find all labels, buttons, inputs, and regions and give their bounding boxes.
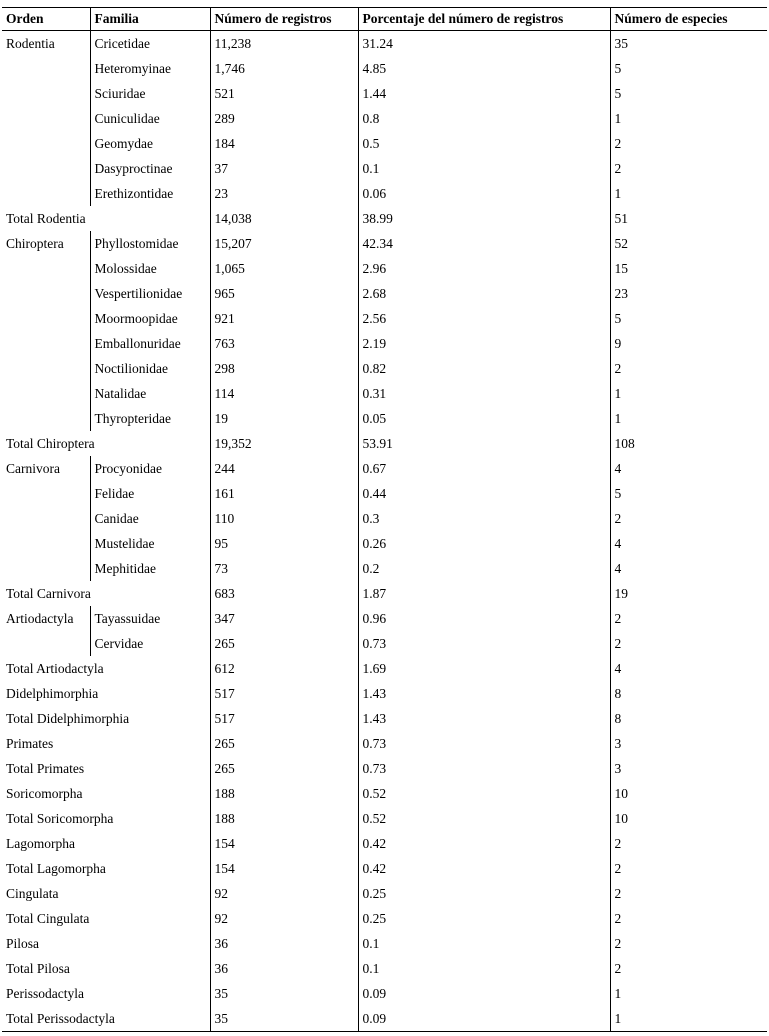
cell-especies: 2 [610, 956, 767, 981]
cell-orden: Total Primates [6, 760, 85, 776]
cell-orden: Total Artiodactyla [6, 660, 104, 676]
cell-porcentaje: 0.73 [358, 731, 610, 756]
cell-especies: 4 [610, 456, 767, 481]
cell-porcentaje: 0.09 [358, 981, 610, 1006]
table-row [2, 256, 767, 281]
cell-orden: Total Didelphimorphia [6, 710, 130, 726]
cell-porcentaje: 0.25 [358, 906, 610, 931]
cell-porcentaje: 0.1 [358, 156, 610, 181]
cell-especies: 2 [610, 356, 767, 381]
cell-porcentaje: 0.73 [358, 756, 610, 781]
table-row [2, 556, 767, 581]
cell-porcentaje: 0.42 [358, 856, 610, 881]
cell-orden: Total Cingulata [6, 910, 90, 926]
cell-porcentaje: 0.96 [358, 606, 610, 631]
cell-especies: 52 [610, 231, 767, 256]
cell-registros: 265 [210, 631, 358, 656]
header-numero-registros: Número de registros [210, 8, 358, 31]
cell-orden [2, 181, 90, 206]
cell-orden [2, 531, 90, 556]
table-row [2, 131, 767, 156]
cell-orden: Total Lagomorpha [6, 860, 106, 876]
cell-registros: 114 [210, 381, 358, 406]
cell-registros: 347 [210, 606, 358, 631]
cell-orden: Carnivora [6, 460, 60, 476]
table-row [2, 381, 767, 406]
cell-orden: Rodentia [6, 35, 55, 51]
cell-familia: Canidae [90, 506, 210, 531]
table-row [2, 506, 767, 531]
cell-familia: Erethizontidae [90, 181, 210, 206]
cell-porcentaje: 0.67 [358, 456, 610, 481]
cell-orden [2, 481, 90, 506]
cell-especies: 4 [610, 531, 767, 556]
cell-orden: Total Carnivora [6, 585, 91, 601]
cell-orden [2, 631, 90, 656]
cell-registros: 35 [210, 981, 358, 1006]
cell-especies: 1 [610, 381, 767, 406]
header-row [2, 8, 767, 31]
cell-registros: 265 [210, 756, 358, 781]
cell-orden: Chiroptera [6, 235, 64, 251]
cell-registros: 95 [210, 531, 358, 556]
cell-especies: 2 [610, 606, 767, 631]
cell-especies: 1 [610, 106, 767, 131]
cell-familia: Phyllostomidae [90, 231, 210, 256]
table-row [2, 181, 767, 206]
cell-registros: 265 [210, 731, 358, 756]
cell-especies: 2 [610, 856, 767, 881]
cell-especies: 2 [610, 881, 767, 906]
cell-familia: Thyropteridae [90, 406, 210, 431]
cell-especies: 3 [610, 731, 767, 756]
cell-registros: 161 [210, 481, 358, 506]
cell-especies: 1 [610, 406, 767, 431]
table-row [2, 731, 767, 756]
table-row [2, 706, 767, 731]
cell-porcentaje: 0.31 [358, 381, 610, 406]
cell-familia: Molossidae [90, 256, 210, 281]
cell-especies: 2 [610, 156, 767, 181]
cell-orden: Cingulata [6, 885, 59, 901]
cell-registros: 92 [210, 881, 358, 906]
cell-porcentaje: 0.26 [358, 531, 610, 556]
table-row [2, 831, 767, 856]
cell-especies: 8 [610, 681, 767, 706]
cell-orden: Total Pilosa [6, 960, 70, 976]
cell-porcentaje: 1.43 [358, 681, 610, 706]
cell-especies: 3 [610, 756, 767, 781]
table-row [2, 56, 767, 81]
cell-porcentaje: 0.1 [358, 956, 610, 981]
cell-porcentaje: 0.82 [358, 356, 610, 381]
cell-orden: Primates [6, 735, 54, 751]
cell-familia: Heteromyinae [90, 56, 210, 81]
cell-registros: 965 [210, 281, 358, 306]
cell-especies: 8 [610, 706, 767, 731]
cell-registros: 36 [210, 956, 358, 981]
cell-orden: Soricomorpha [6, 785, 83, 801]
cell-orden: Total Soricomorpha [6, 810, 114, 826]
cell-especies: 10 [610, 806, 767, 831]
cell-familia: Cervidae [90, 631, 210, 656]
table-row [2, 281, 767, 306]
cell-registros: 1,746 [210, 56, 358, 81]
cell-registros: 289 [210, 106, 358, 131]
cell-porcentaje: 1.44 [358, 81, 610, 106]
cell-porcentaje: 53.91 [358, 431, 610, 456]
cell-familia: Cuniculidae [90, 106, 210, 131]
cell-familia: Moormoopidae [90, 306, 210, 331]
cell-registros: 11,238 [210, 31, 358, 57]
table-row [2, 631, 767, 656]
table-row [2, 956, 767, 981]
cell-especies: 2 [610, 931, 767, 956]
cell-registros: 36 [210, 931, 358, 956]
cell-familia: Cricetidae [90, 31, 210, 57]
cell-orden: Artiodactyla [6, 610, 74, 626]
table-row [2, 481, 767, 506]
cell-registros: 517 [210, 681, 358, 706]
table-row [2, 1006, 767, 1032]
table-row [2, 756, 767, 781]
cell-registros: 921 [210, 306, 358, 331]
cell-porcentaje: 0.42 [358, 831, 610, 856]
cell-orden [2, 81, 90, 106]
cell-especies: 19 [610, 581, 767, 606]
cell-especies: 9 [610, 331, 767, 356]
cell-familia: Mephitidae [90, 556, 210, 581]
cell-porcentaje: 0.52 [358, 806, 610, 831]
cell-familia: Noctilionidae [90, 356, 210, 381]
cell-porcentaje: 0.73 [358, 631, 610, 656]
cell-registros: 517 [210, 706, 358, 731]
cell-especies: 35 [610, 31, 767, 57]
cell-especies: 5 [610, 56, 767, 81]
cell-especies: 23 [610, 281, 767, 306]
cell-especies: 51 [610, 206, 767, 231]
cell-orden: Pilosa [6, 935, 40, 951]
cell-familia: Mustelidae [90, 531, 210, 556]
cell-especies: 15 [610, 256, 767, 281]
cell-orden [2, 556, 90, 581]
cell-orden [2, 256, 90, 281]
cell-especies: 5 [610, 81, 767, 106]
header-numero-especies: Número de especies [610, 8, 767, 31]
cell-porcentaje: 0.09 [358, 1006, 610, 1032]
cell-porcentaje: 31.24 [358, 31, 610, 57]
cell-porcentaje: 0.52 [358, 781, 610, 806]
cell-especies: 10 [610, 781, 767, 806]
cell-orden [2, 356, 90, 381]
cell-especies: 2 [610, 831, 767, 856]
table-row [2, 306, 767, 331]
table-row [2, 981, 767, 1006]
cell-especies: 2 [610, 906, 767, 931]
table-row [2, 681, 767, 706]
cell-registros: 521 [210, 81, 358, 106]
cell-registros: 188 [210, 781, 358, 806]
cell-porcentaje: 2.96 [358, 256, 610, 281]
cell-familia: Tayassuidae [90, 606, 210, 631]
cell-porcentaje: 2.56 [358, 306, 610, 331]
cell-porcentaje: 2.19 [358, 331, 610, 356]
cell-especies: 108 [610, 431, 767, 456]
cell-orden [2, 406, 90, 431]
cell-especies: 1 [610, 1006, 767, 1032]
table-row [2, 31, 767, 57]
cell-especies: 1 [610, 981, 767, 1006]
cell-porcentaje: 0.25 [358, 881, 610, 906]
cell-familia: Dasyproctinae [90, 156, 210, 181]
cell-orden [2, 381, 90, 406]
cell-registros: 14,038 [210, 206, 358, 231]
table-row [2, 856, 767, 881]
cell-familia: Felidae [90, 481, 210, 506]
table-row [2, 356, 767, 381]
table-row [2, 156, 767, 181]
cell-registros: 298 [210, 356, 358, 381]
cell-porcentaje: 0.05 [358, 406, 610, 431]
cell-registros: 92 [210, 906, 358, 931]
cell-registros: 1,065 [210, 256, 358, 281]
cell-porcentaje: 0.8 [358, 106, 610, 131]
cell-familia: Emballonuridae [90, 331, 210, 356]
table-row [2, 581, 767, 606]
cell-registros: 15,207 [210, 231, 358, 256]
cell-registros: 19,352 [210, 431, 358, 456]
header-orden: Orden [2, 8, 90, 31]
cell-orden [2, 281, 90, 306]
table-row [2, 656, 767, 681]
cell-porcentaje: 0.06 [358, 181, 610, 206]
table-row [2, 231, 767, 256]
table-row [2, 606, 767, 631]
cell-orden: Lagomorpha [6, 835, 75, 851]
cell-registros: 23 [210, 181, 358, 206]
cell-orden: Total Rodentia [6, 210, 86, 226]
cell-familia: Vespertilionidae [90, 281, 210, 306]
cell-familia: Sciuridae [90, 81, 210, 106]
cell-registros: 763 [210, 331, 358, 356]
cell-especies: 4 [610, 556, 767, 581]
cell-porcentaje: 42.34 [358, 231, 610, 256]
cell-especies: 4 [610, 656, 767, 681]
cell-especies: 2 [610, 131, 767, 156]
cell-orden: Perissodactyla [6, 985, 84, 1001]
cell-orden [2, 106, 90, 131]
cell-registros: 110 [210, 506, 358, 531]
cell-orden [2, 56, 90, 81]
cell-registros: 154 [210, 831, 358, 856]
table-row [2, 781, 767, 806]
cell-porcentaje: 38.99 [358, 206, 610, 231]
table-row [2, 456, 767, 481]
cell-registros: 188 [210, 806, 358, 831]
table-header [2, 8, 767, 31]
cell-porcentaje: 2.68 [358, 281, 610, 306]
cell-orden [2, 131, 90, 156]
table-row [2, 931, 767, 956]
cell-orden [2, 506, 90, 531]
table-row [2, 331, 767, 356]
cell-orden: Total Chiroptera [6, 435, 95, 451]
header-familia: Familia [90, 8, 210, 31]
table-body [2, 31, 767, 1032]
cell-porcentaje: 1.69 [358, 656, 610, 681]
cell-orden [2, 331, 90, 356]
cell-registros: 73 [210, 556, 358, 581]
header-porcentaje-registros: Porcentaje del número de registros [358, 8, 610, 31]
cell-orden [2, 306, 90, 331]
cell-especies: 5 [610, 481, 767, 506]
cell-orden [2, 156, 90, 181]
cell-registros: 612 [210, 656, 358, 681]
cell-orden: Didelphimorphia [6, 685, 99, 701]
cell-registros: 35 [210, 1006, 358, 1032]
cell-porcentaje: 4.85 [358, 56, 610, 81]
cell-registros: 154 [210, 856, 358, 881]
cell-porcentaje: 1.87 [358, 581, 610, 606]
cell-porcentaje: 1.43 [358, 706, 610, 731]
table-row [2, 906, 767, 931]
table-row [2, 406, 767, 431]
table-row [2, 881, 767, 906]
cell-familia: Natalidae [90, 381, 210, 406]
table-row [2, 206, 767, 231]
cell-porcentaje: 0.1 [358, 931, 610, 956]
cell-registros: 37 [210, 156, 358, 181]
cell-registros: 683 [210, 581, 358, 606]
cell-especies: 2 [610, 631, 767, 656]
cell-registros: 19 [210, 406, 358, 431]
cell-registros: 184 [210, 131, 358, 156]
table-row [2, 531, 767, 556]
table-row [2, 806, 767, 831]
table-row [2, 81, 767, 106]
cell-familia: Geomydae [90, 131, 210, 156]
cell-especies: 5 [610, 306, 767, 331]
cell-orden: Total Perissodactyla [6, 1010, 115, 1026]
cell-familia: Procyonidae [90, 456, 210, 481]
cell-especies: 1 [610, 181, 767, 206]
cell-registros: 244 [210, 456, 358, 481]
orders-families-table [2, 7, 767, 1032]
cell-porcentaje: 0.44 [358, 481, 610, 506]
cell-porcentaje: 0.2 [358, 556, 610, 581]
cell-porcentaje: 0.3 [358, 506, 610, 531]
cell-porcentaje: 0.5 [358, 131, 610, 156]
cell-especies: 2 [610, 506, 767, 531]
table-row [2, 106, 767, 131]
table-row [2, 431, 767, 456]
